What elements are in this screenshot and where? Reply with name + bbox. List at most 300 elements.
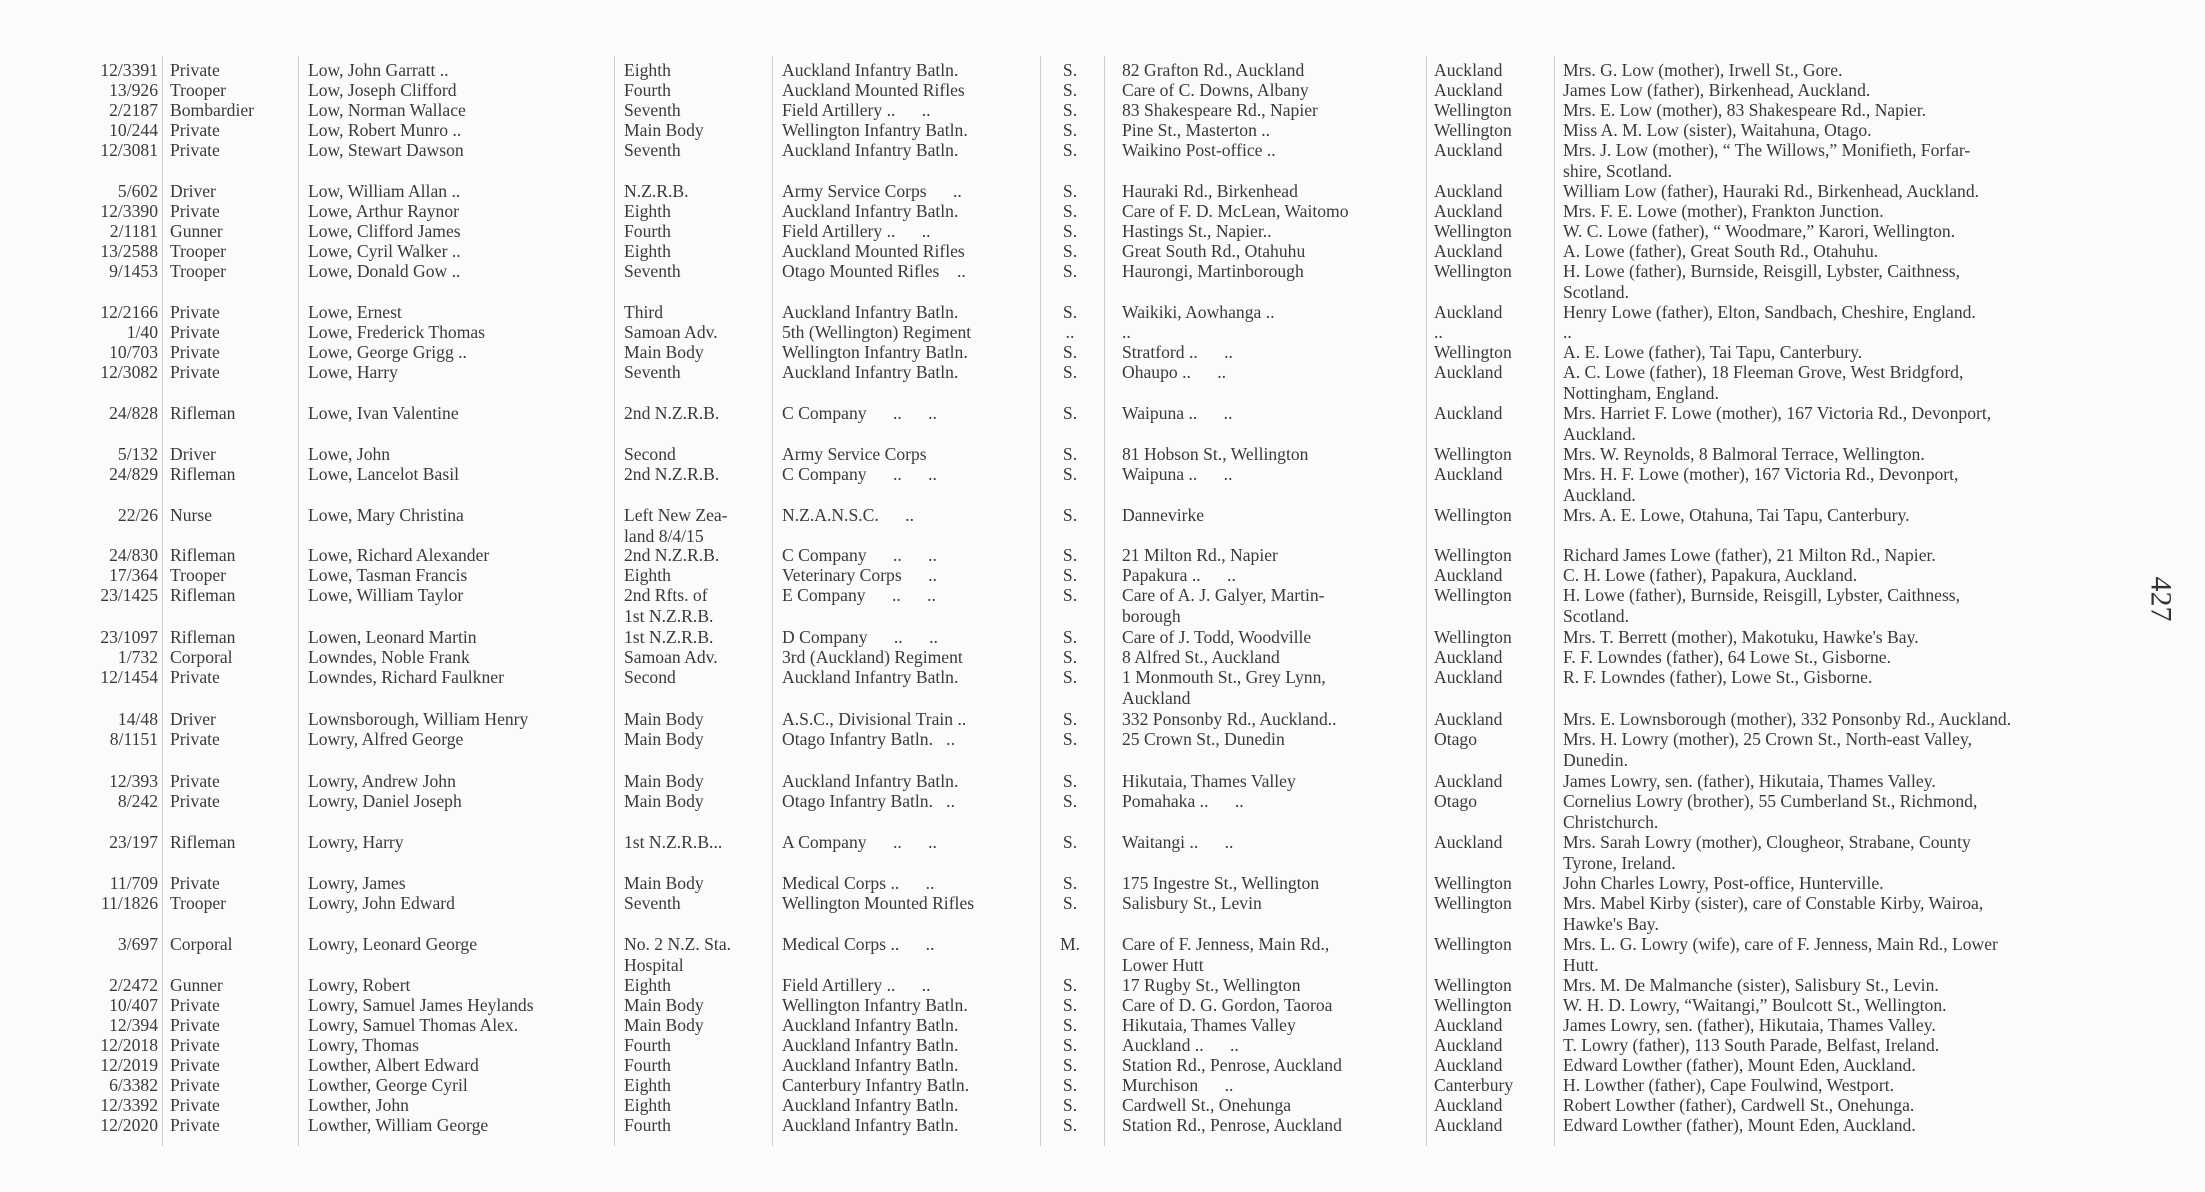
last-address-cell: Pomahaka .. .. (1122, 791, 1244, 811)
district-cell: Auckland (1434, 241, 1503, 261)
reg-number-cell: 5/602 (117, 181, 158, 201)
reg-number-cell: 12/2166 (100, 302, 158, 322)
last-address-cell: Care of D. G. Gordon, Taoroa (1122, 995, 1333, 1015)
marital-status-cell: S. (1062, 221, 1078, 241)
next-of-kin-cell: H. Lowe (father), Burnside, Reisgill, Lybster, Caithness, Scotland. (1563, 261, 1961, 302)
marital-status-cell: S. (1062, 505, 1078, 525)
embarkation-unit-cell: 1st N.Z.R.B... (624, 832, 723, 852)
reg-number-cell: 24/829 (109, 464, 158, 484)
soldier-name-cell: Lowe, Clifford James (308, 221, 461, 241)
district-cell: Auckland (1434, 709, 1503, 729)
soldier-name-cell: Lowry, Robert (308, 975, 411, 995)
soldier-name-cell: Lowe, Richard Alexander (308, 545, 490, 565)
marital-status-cell: S. (1062, 302, 1078, 322)
reg-number-cell: 10/407 (109, 995, 158, 1015)
corps-cell: C Company .. .. (782, 403, 937, 423)
soldier-name-cell: Lowry, Alfred George (308, 729, 464, 749)
rank-cell: Bombardier (170, 100, 255, 120)
table-row (0, 893, 2205, 935)
reg-number-cell: 13/926 (109, 80, 158, 100)
table-row (0, 585, 2205, 627)
corps-cell: Auckland Infantry Batln. (782, 140, 959, 160)
last-address-cell: Waipuna .. .. (1122, 464, 1233, 484)
next-of-kin-cell: James Lowry, sen. (father), Hikutaia, Thames Valley. (1563, 1015, 1936, 1035)
rank-cell: Private (170, 791, 220, 811)
next-of-kin-cell: Mrs. T. Berrett (mother), Makotuku, Hawke's Bay. (1563, 627, 1919, 647)
embarkation-unit-cell: Eighth (624, 241, 671, 261)
corps-cell: C Company .. .. (782, 545, 937, 565)
marital-status-cell: S. (1062, 140, 1078, 160)
next-of-kin-cell: Richard James Lowe (father), 21 Milton Rd., Napier. (1563, 545, 1936, 565)
next-of-kin-cell: Mrs. E. Low (mother), 83 Shakespeare Rd., Napier. (1563, 100, 1927, 120)
marital-status-cell: S. (1062, 1115, 1078, 1135)
next-of-kin-cell: H. Lowther (father), Cape Foulwind, Westport. (1563, 1075, 1894, 1095)
corps-cell: Otago Mounted Rifles .. (782, 261, 966, 281)
reg-number-cell: 3/697 (117, 934, 158, 954)
corps-cell: Veterinary Corps .. (782, 565, 937, 585)
embarkation-unit-cell: Eighth (624, 1075, 671, 1095)
last-address-cell: Murchison .. (1122, 1075, 1234, 1095)
district-cell: Auckland (1434, 1015, 1503, 1035)
soldier-name-cell: Low, Joseph Clifford (308, 80, 457, 100)
reg-number-cell: 12/393 (109, 771, 158, 791)
marital-status-cell: S. (1062, 667, 1078, 687)
soldier-name-cell: Lowndes, Noble Frank (308, 647, 470, 667)
marital-status-cell: S. (1062, 403, 1078, 423)
corps-cell: Auckland Infantry Batln. (782, 1035, 959, 1055)
district-cell: Otago (1434, 729, 1477, 749)
soldier-name-cell: Low, John Garratt .. (308, 60, 449, 80)
rank-cell: Private (170, 995, 220, 1015)
marital-status-cell: S. (1062, 1075, 1078, 1095)
next-of-kin-cell: Edward Lowther (father), Mount Eden, Auckland. (1563, 1055, 1916, 1075)
corps-cell: Auckland Infantry Batln. (782, 362, 959, 382)
next-of-kin-cell: Mrs. G. Low (mother), Irwell St., Gore. (1563, 60, 1843, 80)
district-cell: Auckland (1434, 302, 1503, 322)
rank-cell: Private (170, 120, 220, 140)
corps-cell: Auckland Infantry Batln. (782, 1095, 959, 1115)
soldier-name-cell: Lowe, George Grigg .. (308, 342, 467, 362)
rank-cell: Driver (170, 181, 216, 201)
next-of-kin-cell: Mrs. M. De Malmanche (sister), Salisbury St., Levin. (1563, 975, 1939, 995)
marital-status-cell: S. (1062, 975, 1078, 995)
rank-cell: Private (170, 1055, 220, 1075)
reg-number-cell: 22/26 (117, 505, 158, 525)
corps-cell: Medical Corps .. .. (782, 934, 935, 954)
embarkation-unit-cell: 2nd N.Z.R.B. (624, 403, 720, 423)
corps-cell: Auckland Infantry Batln. (782, 60, 959, 80)
embarkation-unit-cell: Seventh (624, 362, 681, 382)
next-of-kin-cell: Mrs. H. F. Lowe (mother), 167 Victoria Rd., Devonport, Auckland. (1563, 464, 1959, 505)
district-cell: Auckland (1434, 464, 1503, 484)
reg-number-cell: 10/244 (109, 120, 158, 140)
marital-status-cell: S. (1062, 771, 1078, 791)
next-of-kin-cell: Henry Lowe (father), Elton, Sandbach, Cheshire, England. (1563, 302, 1976, 322)
district-cell: Auckland (1434, 1115, 1503, 1135)
corps-cell: Auckland Infantry Batln. (782, 1015, 959, 1035)
reg-number-cell: 10/703 (109, 342, 158, 362)
marital-status-cell: S. (1062, 362, 1078, 382)
next-of-kin-cell: William Low (father), Hauraki Rd., Birkenhead, Auckland. (1563, 181, 1980, 201)
soldier-name-cell: Lowry, James (308, 873, 406, 893)
soldier-name-cell: Lowndes, Richard Faulkner (308, 667, 504, 687)
embarkation-unit-cell: 2nd Rfts. of 1st N.Z.R.B. (624, 585, 714, 626)
embarkation-unit-cell: N.Z.R.B. (624, 181, 689, 201)
district-cell: Canterbury (1434, 1075, 1514, 1095)
soldier-name-cell: Low, Norman Wallace (308, 100, 466, 120)
next-of-kin-cell: Mrs. H. Lowry (mother), 25 Crown St., North-east Valley, Dunedin. (1563, 729, 1972, 770)
marital-status-cell: S. (1062, 1035, 1078, 1055)
next-of-kin-cell: Cornelius Lowry (brother), 55 Cumberland St., Richmond, Christchurch. (1563, 791, 1978, 832)
embarkation-unit-cell: Seventh (624, 893, 681, 913)
soldier-name-cell: Lowe, Lancelot Basil (308, 464, 459, 484)
embarkation-unit-cell: Main Body (624, 729, 704, 749)
reg-number-cell: 8/242 (117, 791, 158, 811)
district-cell: Auckland (1434, 1035, 1503, 1055)
reg-number-cell: 12/3082 (100, 362, 158, 382)
last-address-cell: Stratford .. .. (1122, 342, 1233, 362)
rank-cell: Gunner (170, 221, 223, 241)
marital-status-cell: S. (1062, 100, 1078, 120)
last-address-cell: 332 Ponsonby Rd., Auckland.. (1122, 709, 1337, 729)
reg-number-cell: 5/132 (117, 444, 158, 464)
last-address-cell: Waitangi .. .. (1122, 832, 1234, 852)
district-cell: Auckland (1434, 1095, 1503, 1115)
reg-number-cell: 1/732 (117, 647, 158, 667)
table-row (0, 140, 2205, 182)
embarkation-unit-cell: Fourth (624, 221, 671, 241)
reg-number-cell: 12/3392 (100, 1095, 158, 1115)
last-address-cell: Pine St., Masterton .. (1122, 120, 1271, 140)
marital-status-cell: S. (1062, 464, 1078, 484)
next-of-kin-cell: T. Lowry (father), 113 South Parade, Belfast, Ireland. (1563, 1035, 1940, 1055)
soldier-name-cell: Lowther, Albert Edward (308, 1055, 479, 1075)
reg-number-cell: 12/394 (109, 1015, 158, 1035)
district-cell: .. (1434, 322, 1443, 342)
table-row (0, 505, 2205, 547)
embarkation-unit-cell: Fourth (624, 1055, 671, 1075)
district-cell: Wellington (1434, 444, 1512, 464)
last-address-cell: Papakura .. .. (1122, 565, 1236, 585)
reg-number-cell: 17/364 (109, 565, 158, 585)
marital-status-cell: .. (1065, 322, 1075, 342)
district-cell: Wellington (1434, 100, 1512, 120)
last-address-cell: Station Rd., Penrose, Auckland (1122, 1115, 1342, 1135)
corps-cell: Medical Corps .. .. (782, 873, 935, 893)
district-cell: Auckland (1434, 403, 1503, 423)
corps-cell: Auckland Infantry Batln. (782, 667, 959, 687)
last-address-cell: Waikino Post-office .. (1122, 140, 1276, 160)
embarkation-unit-cell: Second (624, 444, 676, 464)
soldier-name-cell: Lowe, William Taylor (308, 585, 464, 605)
reg-number-cell: 14/48 (117, 709, 158, 729)
rank-cell: Private (170, 1075, 220, 1095)
corps-cell: Auckland Infantry Batln. (782, 771, 959, 791)
embarkation-unit-cell: Main Body (624, 1015, 704, 1035)
embarkation-unit-cell: 1st N.Z.R.B. (624, 627, 714, 647)
rank-cell: Private (170, 873, 220, 893)
soldier-name-cell: Lowry, John Edward (308, 893, 455, 913)
corps-cell: Auckland Mounted Rifles (782, 241, 965, 261)
rank-cell: Corporal (170, 647, 233, 667)
embarkation-unit-cell: Eighth (624, 975, 671, 995)
rank-cell: Private (170, 1015, 220, 1035)
last-address-cell: Care of F. Jenness, Main Rd., Lower Hutt (1122, 934, 1330, 975)
marital-status-cell: S. (1062, 181, 1078, 201)
next-of-kin-cell: James Lowry, sen. (father), Hikutaia, Thames Valley. (1563, 771, 1936, 791)
rank-cell: Private (170, 729, 220, 749)
corps-cell: Wellington Infantry Batln. (782, 995, 968, 1015)
embarkation-unit-cell: Seventh (624, 261, 681, 281)
reg-number-cell: 23/1425 (100, 585, 158, 605)
rank-cell: Private (170, 771, 220, 791)
marital-status-cell: S. (1062, 791, 1078, 811)
marital-status-cell: S. (1062, 729, 1078, 749)
marital-status-cell: S. (1062, 444, 1078, 464)
rank-cell: Private (170, 667, 220, 687)
rank-cell: Rifleman (170, 585, 236, 605)
soldier-name-cell: Lowe, Ivan Valentine (308, 403, 459, 423)
district-cell: Auckland (1434, 771, 1503, 791)
reg-number-cell: 11/709 (109, 873, 158, 893)
marital-status-cell: S. (1062, 1055, 1078, 1075)
marital-status-cell: S. (1062, 241, 1078, 261)
embarkation-unit-cell: Main Body (624, 995, 704, 1015)
rank-cell: Trooper (170, 261, 227, 281)
next-of-kin-cell: Mrs. Mabel Kirby (sister), care of Constable Kirby, Wairoa, Hawke's Bay. (1563, 893, 1984, 934)
marital-status-cell: S. (1062, 709, 1078, 729)
corps-cell: Otago Infantry Batln. .. (782, 791, 955, 811)
next-of-kin-cell: W. H. D. Lowry, “Waitangi,” Boulcott St., Wellington. (1563, 995, 1947, 1015)
district-cell: Wellington (1434, 221, 1512, 241)
rank-cell: Rifleman (170, 832, 236, 852)
embarkation-unit-cell: Main Body (624, 791, 704, 811)
corps-cell: Field Artillery .. .. (782, 100, 931, 120)
next-of-kin-cell: Mrs. Sarah Lowry (mother), Clougheor, Strabane, County Tyrone, Ireland. (1563, 832, 1971, 873)
next-of-kin-cell: R. F. Lowndes (father), Lowe St., Gisborne. (1563, 667, 1873, 687)
soldier-name-cell: Lowry, Leonard George (308, 934, 478, 954)
reg-number-cell: 12/3081 (100, 140, 158, 160)
district-cell: Wellington (1434, 627, 1512, 647)
soldier-name-cell: Lowry, Harry (308, 832, 404, 852)
soldier-name-cell: Lowe, Cyril Walker .. (308, 241, 461, 261)
rank-cell: Gunner (170, 975, 223, 995)
last-address-cell: Great South Rd., Otahuhu (1122, 241, 1306, 261)
district-cell: Wellington (1434, 585, 1512, 605)
embarkation-unit-cell: Eighth (624, 1095, 671, 1115)
last-address-cell: Hauraki Rd., Birkenhead (1122, 181, 1298, 201)
reg-number-cell: 12/2020 (100, 1115, 158, 1135)
embarkation-unit-cell: Main Body (624, 709, 704, 729)
corps-cell: Auckland Infantry Batln. (782, 201, 959, 221)
soldier-name-cell: Lowe, Ernest (308, 302, 402, 322)
table-row (0, 403, 2205, 445)
rank-cell: Corporal (170, 934, 233, 954)
soldier-name-cell: Lowe, Harry (308, 362, 398, 382)
rank-cell: Nurse (170, 505, 213, 525)
corps-cell: Otago Infantry Batln. .. (782, 729, 955, 749)
last-address-cell: Haurongi, Martinborough (1122, 261, 1304, 281)
reg-number-cell: 12/3391 (100, 60, 158, 80)
embarkation-unit-cell: Main Body (624, 120, 704, 140)
district-cell: Wellington (1434, 545, 1512, 565)
rank-cell: Private (170, 342, 220, 362)
district-cell: Auckland (1434, 60, 1503, 80)
corps-cell: C Company .. .. (782, 464, 937, 484)
next-of-kin-cell: Mrs. E. Lownsborough (mother), 332 Ponsonby Rd., Auckland. (1563, 709, 2012, 729)
last-address-cell: 1 Monmouth St., Grey Lynn, Auckland (1122, 667, 1326, 708)
embarkation-unit-cell: Fourth (624, 1115, 671, 1135)
rank-cell: Private (170, 201, 220, 221)
embarkation-unit-cell: Eighth (624, 565, 671, 585)
soldier-name-cell: Lowry, Thomas (308, 1035, 419, 1055)
reg-number-cell: 23/197 (109, 832, 158, 852)
table-row (0, 791, 2205, 833)
rank-cell: Private (170, 60, 220, 80)
district-cell: Auckland (1434, 667, 1503, 687)
soldier-name-cell: Lowry, Daniel Joseph (308, 791, 462, 811)
next-of-kin-cell: C. H. Lowe (father), Papakura, Auckland. (1563, 565, 1858, 585)
reg-number-cell: 13/2588 (100, 241, 158, 261)
next-of-kin-cell: A. C. Lowe (father), 18 Fleeman Grove, West Bridgford, Nottingham, England. (1563, 362, 1964, 403)
soldier-name-cell: Low, William Allan .. (308, 181, 461, 201)
district-cell: Auckland (1434, 1055, 1503, 1075)
embarkation-unit-cell: Samoan Adv. (624, 322, 718, 342)
reg-number-cell: 2/2472 (109, 975, 158, 995)
next-of-kin-cell: Miss A. M. Low (sister), Waitahuna, Otago. (1563, 120, 1872, 140)
embarkation-unit-cell: Eighth (624, 201, 671, 221)
marital-status-cell: S. (1062, 60, 1078, 80)
next-of-kin-cell: Mrs. F. E. Lowe (mother), Frankton Junction. (1563, 201, 1884, 221)
rank-cell: Private (170, 302, 220, 322)
embarkation-unit-cell: Left New Zea- land 8/4/15 (624, 505, 728, 546)
last-address-cell: 25 Crown St., Dunedin (1122, 729, 1285, 749)
rank-cell: Private (170, 1035, 220, 1055)
marital-status-cell: S. (1062, 585, 1078, 605)
embarkation-unit-cell: Seventh (624, 140, 681, 160)
marital-status-cell: S. (1062, 545, 1078, 565)
rank-cell: Trooper (170, 893, 227, 913)
reg-number-cell: 24/828 (109, 403, 158, 423)
marital-status-cell: M. (1059, 934, 1081, 954)
corps-cell: Auckland Mounted Rifles (782, 80, 965, 100)
last-address-cell: Hastings St., Napier.. (1122, 221, 1272, 241)
last-address-cell: Auckland .. .. (1122, 1035, 1239, 1055)
district-cell: Wellington (1434, 505, 1512, 525)
next-of-kin-cell: Robert Lowther (father), Cardwell St., Onehunga. (1563, 1095, 1915, 1115)
soldier-name-cell: Lownsborough, William Henry (308, 709, 529, 729)
corps-cell: Canterbury Infantry Batln. (782, 1075, 970, 1095)
reg-number-cell: 2/1181 (109, 221, 158, 241)
corps-cell: Auckland Infantry Batln. (782, 302, 959, 322)
soldier-name-cell: Lowther, William George (308, 1115, 489, 1135)
reg-number-cell: 11/1826 (100, 893, 158, 913)
reg-number-cell: 6/3382 (109, 1075, 158, 1095)
district-cell: Auckland (1434, 647, 1503, 667)
soldier-name-cell: Lowe, John (308, 444, 391, 464)
last-address-cell: Waipuna .. .. (1122, 403, 1233, 423)
table-row (0, 464, 2205, 506)
next-of-kin-cell: Mrs. Harriet F. Lowe (mother), 167 Victoria Rd., Devonport, Auckland. (1563, 403, 1992, 444)
table-row (0, 362, 2205, 404)
next-of-kin-cell: Mrs. W. Reynolds, 8 Balmoral Terrace, Wellington. (1563, 444, 1925, 464)
last-address-cell: Cardwell St., Onehunga (1122, 1095, 1292, 1115)
district-cell: Wellington (1434, 120, 1512, 140)
district-cell: Auckland (1434, 832, 1503, 852)
marital-status-cell: S. (1062, 1095, 1078, 1115)
marital-status-cell: S. (1062, 893, 1078, 913)
district-cell: Wellington (1434, 342, 1512, 362)
marital-status-cell: S. (1062, 873, 1078, 893)
marital-status-cell: S. (1062, 832, 1078, 852)
last-address-cell: Waikiki, Aowhanga .. (1122, 302, 1275, 322)
page-number: 427 (2144, 576, 2178, 622)
embarkation-unit-cell: Main Body (624, 771, 704, 791)
reg-number-cell: 12/3390 (100, 201, 158, 221)
table-row (0, 1115, 2205, 1157)
table-row (0, 667, 2205, 709)
embarkation-unit-cell: Samoan Adv. (624, 647, 718, 667)
marital-status-cell: S. (1062, 1015, 1078, 1035)
district-cell: Wellington (1434, 995, 1512, 1015)
rank-cell: Trooper (170, 565, 227, 585)
next-of-kin-cell: A. Lowe (father), Great South Rd., Otahuhu. (1563, 241, 1879, 261)
reg-number-cell: 12/2018 (100, 1035, 158, 1055)
district-cell: Wellington (1434, 261, 1512, 281)
embarkation-unit-cell: Seventh (624, 100, 681, 120)
marital-status-cell: S. (1062, 995, 1078, 1015)
rank-cell: Private (170, 1115, 220, 1135)
rank-cell: Rifleman (170, 545, 236, 565)
reg-number-cell: 23/1097 (100, 627, 158, 647)
next-of-kin-cell: W. C. Lowe (father), “ Woodmare,” Karori, Wellington. (1563, 221, 1956, 241)
marital-status-cell: S. (1062, 647, 1078, 667)
corps-cell: Field Artillery .. .. (782, 975, 931, 995)
marital-status-cell: S. (1062, 120, 1078, 140)
next-of-kin-cell: Mrs. J. Low (mother), “ The Willows,” Monifieth, Forfar- shire, Scotland. (1563, 140, 1971, 181)
corps-cell: Army Service Corps (782, 444, 927, 464)
embarkation-unit-cell: 2nd N.Z.R.B. (624, 545, 720, 565)
corps-cell: Wellington Infantry Batln. (782, 120, 968, 140)
corps-cell: Wellington Infantry Batln. (782, 342, 968, 362)
rank-cell: Driver (170, 709, 216, 729)
marital-status-cell: S. (1062, 80, 1078, 100)
last-address-cell: 17 Rugby St., Wellington (1122, 975, 1301, 995)
soldier-name-cell: Lowe, Donald Gow .. (308, 261, 461, 281)
district-cell: Wellington (1434, 934, 1512, 954)
rank-cell: Private (170, 140, 220, 160)
corps-cell: N.Z.A.N.S.C. .. (782, 505, 914, 525)
embarkation-unit-cell: Eighth (624, 60, 671, 80)
soldier-name-cell: Lowry, Andrew John (308, 771, 456, 791)
rank-cell: Rifleman (170, 403, 236, 423)
reg-number-cell: 2/2187 (109, 100, 158, 120)
corps-cell: 3rd (Auckland) Regiment (782, 647, 963, 667)
district-cell: Auckland (1434, 565, 1503, 585)
last-address-cell: Dannevirke (1122, 505, 1205, 525)
last-address-cell: 21 Milton Rd., Napier (1122, 545, 1278, 565)
rank-cell: Rifleman (170, 627, 236, 647)
embarkation-unit-cell: Fourth (624, 1035, 671, 1055)
reg-number-cell: 12/1454 (100, 667, 158, 687)
table-row (0, 729, 2205, 771)
corps-cell: A Company .. .. (782, 832, 937, 852)
last-address-cell: Care of J. Todd, Woodville (1122, 627, 1312, 647)
rank-cell: Driver (170, 444, 216, 464)
embarkation-unit-cell: Main Body (624, 873, 704, 893)
district-cell: Auckland (1434, 201, 1503, 221)
soldier-name-cell: Lowry, Samuel James Heylands (308, 995, 534, 1015)
